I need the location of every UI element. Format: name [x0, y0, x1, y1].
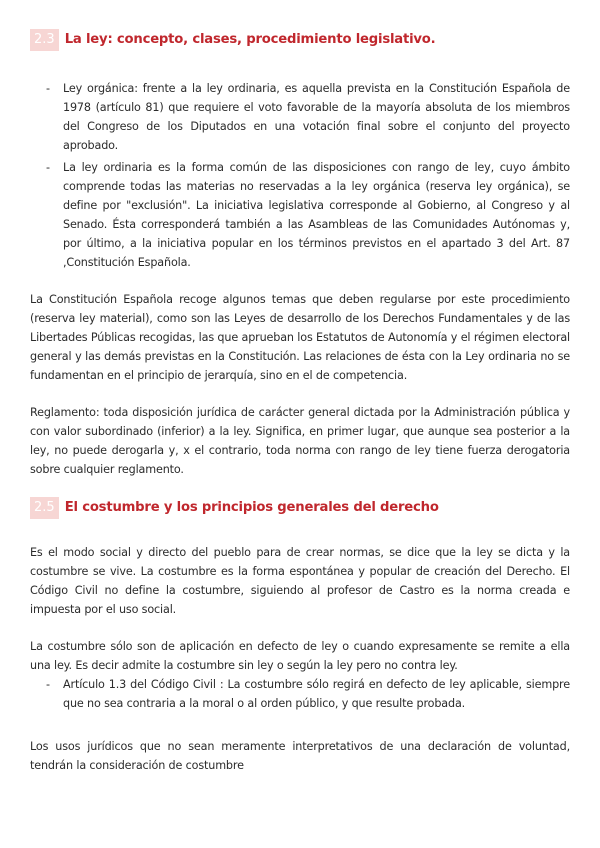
- paragraph-usos-juridicos: Los usos jurídicos que no sean meramente interpretativos de una declaración de voluntad, tendrán la consideración de costumbre: [30, 740, 570, 772]
- section-number-badge: 2.3: [30, 29, 59, 51]
- paragraph-constitucion: La Constitución Española recoge algunos temas que deben regularse por este procedimiento (reserva ley material), como son las Leyes de desarrollo de los Derechos Fundamentales y de las Libertades Públicas recogidas, las que aprueban los Estatutos de Autonomía y el régimen electoral general y las demás previstas en la Constitución. Las relaciones de ésta con la Ley ordinaria no se fundamentan en el principio de jerarquía, sino en el de competencia.: [30, 293, 570, 382]
- paragraph-costumbre-aplicacion: La costumbre sólo son de aplicación en defecto de ley o cuando expresamente se remite a ella una ley. Es decir admite la costumbre sin ley o según la ley pero no contra ley.: [30, 640, 570, 672]
- section-heading-2-5: [30, 497, 439, 519]
- paragraph-reglamento: Reglamento: toda disposición jurídica de carácter general dictada por la Administración pública y con valor subordinado (inferior) a la ley. Significa, en primer lugar, que aunque sea posterior a la ley, no puede derogarla y, x el contrario, toda norma con rango de ley tiene fuerza derogatoria sobre cualquier reglamento.: [30, 406, 570, 476]
- bullet-text: Ley orgánica: frente a la ley ordinaria, es aquella prevista en la Constitución Española de 1978 (artículo 81) que requiere el voto favorable de la mayoría absoluta de los miembros del Congreso de los Diputados en una votación final sobre el conjunto del proyecto aprobado.: [63, 82, 570, 152]
- paragraph-costumbre-definicion: Es el modo social y directo del pueblo para de crear normas, se dice que la ley se dicta y la costumbre se vive. La costumbre es la forma espontánea y popular de creación del Derecho. El Código Civil no define la costumbre, siguiendo al profesor de Castro es la norma creada e impuesta por el uso social.: [30, 546, 570, 616]
- bullet-dash: -: [46, 678, 50, 691]
- section-title: La ley: concepto, clases, procedimiento legislativo.: [64, 32, 436, 47]
- section-title: El costumbre y los principios generales del derecho: [64, 500, 439, 515]
- bullet-ley-ordinaria: [46, 158, 570, 272]
- bullet-ley-organica: [46, 79, 570, 155]
- section-number-badge: 2.5: [30, 497, 59, 519]
- bullet-text: La ley ordinaria es la forma común de las disposiciones con rango de ley, cuyo ámbito comprende todas las materias no reservadas a la ley orgánica (reserva ley orgánica), se define por "exclusión". La iniciativa legislativa corresponde al Gobierno, al Congreso y al Senado. Ésta corresponderá también a las Asambleas de las Comunidades Autónomas y, por último, a la iniciativa popular en los términos previstos en el apartado 3 del Art. 87 ,Constitución Española.: [63, 161, 570, 269]
- bullet-articulo-1-3: [46, 675, 570, 713]
- bullet-text: Artículo 1.3 del Código Civil : La costumbre sólo regirá en defecto de ley aplicable, siempre que no sea contraria a la moral o al orden público, y que resulte probada.: [63, 678, 570, 710]
- bullet-dash: -: [46, 82, 50, 95]
- bullet-dash: -: [46, 161, 50, 174]
- section-heading-2-3: [30, 29, 435, 51]
